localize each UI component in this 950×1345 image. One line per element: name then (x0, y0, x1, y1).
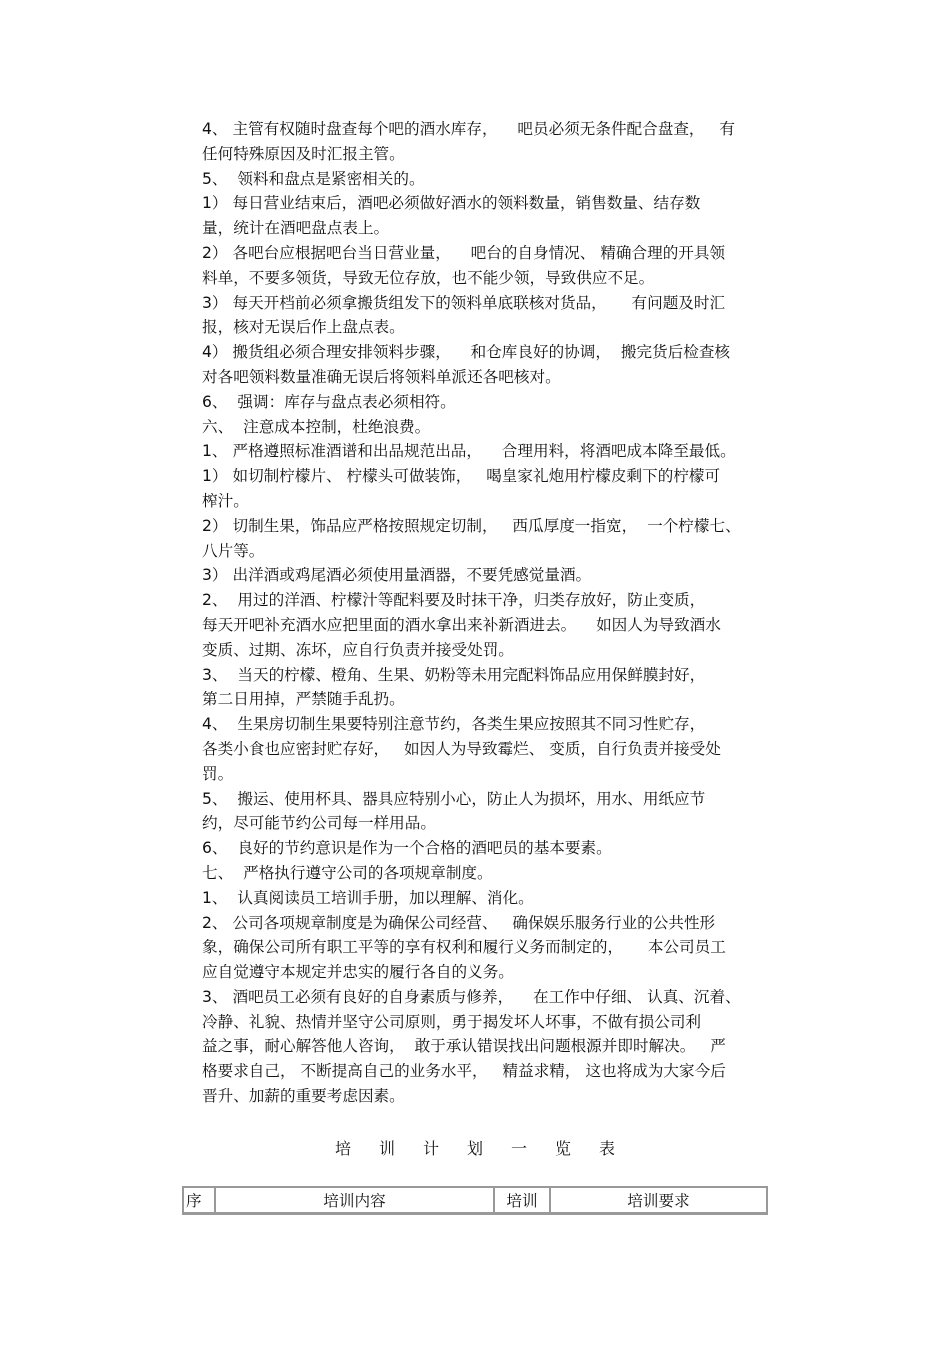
header-seq: 序 (186, 1192, 202, 1210)
table-title-char: 培 (334, 1139, 351, 1158)
table-title-char: 表 (599, 1139, 616, 1158)
text-line: 每天开吧补充酒水应把里面的酒水拿出来补新酒进去。 如因人为导致酒水 (202, 615, 721, 634)
text-line: 八片等。 (202, 541, 265, 560)
text-line: 各类小食也应密封贮存好， 如因人为导致霉烂、 变质，自行负责并接受处 (202, 739, 721, 758)
text-line: 晋升、加薪的重要考虑因素。 (202, 1087, 405, 1106)
text-line: 应自觉遵守本规定并忠实的履行各自的义务。 (202, 963, 514, 982)
table-title-char: 划 (466, 1139, 483, 1158)
text-line: 3、 当天的柠檬、橙角、生果、奶粉等未用完配料饰品应用保鲜膜封好， (202, 665, 706, 684)
text-line: 对各吧领料数量准确无误后将领料单派还各吧核对。 (202, 367, 561, 386)
text-line: 4、 生果房切制生果要特别注意节约，各类生果应按照其不同习性贮存， (202, 715, 706, 734)
text-line: 六、 注意成本控制，杜绝浪费。 (202, 417, 431, 436)
text-line: 象，确保公司所有职工平等的享有权利和履行义务而制定的， 本公司员工 (202, 938, 726, 957)
training-plan-table (182, 1186, 768, 1215)
text-line: 5、 领料和盘点是紧密相关的。 (202, 169, 425, 188)
table-header-row (184, 1188, 766, 1212)
header-content: 培训内容 (214, 1188, 493, 1212)
text-line: 报，核对无误后作上盘点表。 (202, 318, 405, 337)
text-line: 榨汁。 (202, 491, 249, 510)
text-line: 2、 用过的洋酒、柠檬汁等配料要及时抹干净，归类存放好，防止变质， (202, 591, 706, 610)
text-line: 1、 严格遵照标准酒谱和出品规范出品， 合理用料，将酒吧成本降至最低。 (202, 442, 736, 461)
text-line: 3、 酒吧员工必须有良好的自身素质与修养， 在工作中仔细、 认真、沉着、 (202, 987, 741, 1006)
text-line: 约，尽可能节约公司每一样用品。 (202, 814, 436, 833)
table-title-char: 一 (511, 1139, 528, 1158)
text-line: 1） 每日营业结束后，酒吧必须做好酒水的领料数量，销售数量、结存数 (202, 194, 701, 213)
text-line: 格要求自己， 不断提高自己的业务水平， 精益求精， 这也将成为大家今后 (202, 1062, 726, 1081)
table-title (0, 1136, 950, 1159)
text-line: 七、 严格执行遵守公司的各项规章制度。 (202, 863, 493, 882)
header-requirements: 培训要求 (549, 1188, 766, 1212)
text-line: 罚。 (202, 764, 234, 783)
text-line: 变质、过期、冻坏，应自行负责并接受处罚。 (202, 640, 514, 659)
text-line: 3） 出洋酒或鸡尾酒必须使用量酒器，不要凭感觉量酒。 (202, 566, 592, 585)
text-line: 2） 各吧台应根据吧台当日营业量， 吧台的自身情况、 精确合理的开具领 (202, 243, 726, 262)
text-line: 益之事，耐心解答他人咨询， 敢于承认错误找出问题根源并即时解决。 严 (202, 1037, 726, 1056)
text-line: 6、 良好的节约意识是作为一个合格的酒吧员的基本要素。 (202, 839, 612, 858)
text-line: 6、 强调：库存与盘点表必须相符。 (202, 392, 456, 411)
document-body (202, 117, 808, 1109)
text-line: 2、 公司各项规章制度是为确保公司经营、 确保娱乐服务行业的公共性形 (202, 913, 716, 932)
header-training: 培训 (493, 1188, 549, 1212)
text-line: 任何特殊原因及时汇报主管。 (202, 144, 405, 163)
table-title-char: 训 (378, 1139, 395, 1158)
text-line: 第二日用掉，严禁随手乱扔。 (202, 690, 405, 709)
text-line: 量，统计在酒吧盘点表上。 (202, 219, 390, 238)
text-line: 料单，不要多领货，导致无位存放，也不能少领，导致供应不足。 (202, 268, 655, 287)
text-line: 4） 搬货组必须合理安排领料步骤， 和仓库良好的协调， 搬完货后检查核 (202, 343, 731, 362)
text-line: 1） 如切制柠檬片、 柠檬头可做装饰， 喝皇家礼炮用柠檬皮剩下的柠檬可 (202, 467, 721, 486)
text-line: 冷静、礼貌、热情并坚守公司原则，勇于揭发坏人坏事，不做有损公司利 (202, 1012, 702, 1031)
table-title-char: 计 (422, 1139, 439, 1158)
table-title-char: 览 (555, 1139, 572, 1158)
text-line: 4、 主管有权随时盘查每个吧的酒水库存， 吧员必须无条件配合盘查， 有 (202, 120, 735, 138)
text-line: 5、 搬运、使用杯具、器具应特别小心，防止人为损坏，用水、用纸应节 (202, 789, 706, 808)
text-line: 3） 每天开档前必须拿搬货组发下的领料单底联核对货品， 有问题及时汇 (202, 293, 726, 312)
text-line: 2） 切制生果，饰品应严格按照规定切制， 西瓜厚度一指宽， 一个柠檬七、 (202, 516, 741, 535)
text-line: 1、 认真阅读员工培训手册，加以理解、消化。 (202, 888, 534, 907)
